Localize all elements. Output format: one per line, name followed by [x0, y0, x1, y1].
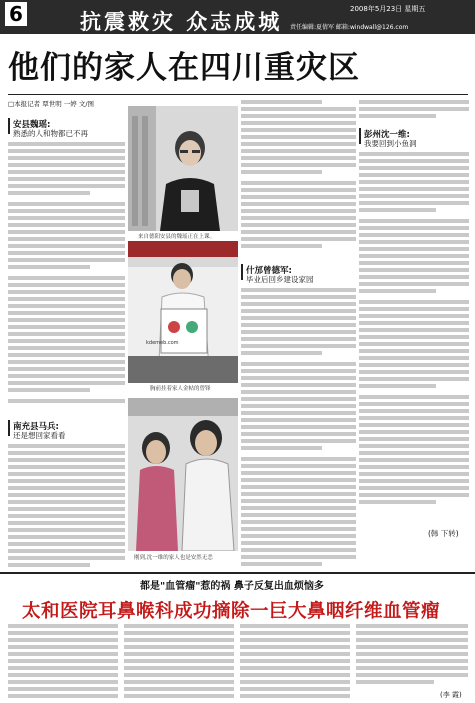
section-marker	[8, 118, 10, 134]
ad-divider	[0, 572, 475, 574]
text-block	[8, 444, 125, 569]
masthead-title: 抗震救灾 众志成城	[80, 9, 283, 34]
section-title-mabing: 南充县马兵:	[13, 422, 59, 432]
text-block	[240, 624, 350, 702]
section-title-shenyiwei: 彭州沈一维:	[364, 130, 410, 140]
photo-weiyao	[128, 106, 238, 231]
section-marker	[241, 264, 243, 280]
photo-shenyiwei	[128, 398, 238, 551]
photo-zengfeng	[128, 241, 238, 383]
masthead-staff-info: 责任编辑:夏倩军 邮箱:windwall@126.com	[290, 24, 409, 31]
masthead-date	[350, 4, 425, 14]
photo-caption-zengfeng: 胸前挂着家人金帖的曾锋	[150, 386, 211, 392]
text-block	[359, 100, 469, 126]
section-title-weiyao: 安县魏瑶:	[13, 120, 51, 130]
section-marker	[8, 420, 10, 436]
text-block	[124, 624, 234, 702]
text-block	[8, 624, 118, 702]
section-title-zengdejun: 什邡曾德军:	[246, 266, 292, 276]
photo-caption-weiyao: 来自德阳安县的魏瑶正在上课。	[138, 234, 216, 240]
article-headline: 他们的家人在四川重灾区	[8, 50, 360, 86]
article-byline: □本报记者 覃世明 一婷 文/图	[8, 100, 95, 108]
masthead-weekday: 星期五	[404, 5, 426, 13]
headline-rule	[8, 94, 468, 95]
section-marker	[359, 128, 361, 144]
text-block	[241, 288, 356, 568]
text-block	[8, 142, 125, 404]
ad-headline: 太和医院耳鼻喉科成功摘除一巨大鼻咽纤维血管瘤	[22, 601, 441, 622]
continued-note: (韩 下转)	[428, 529, 459, 538]
masthead-date-text: 2008年5月23日	[350, 5, 403, 13]
section-subtitle-weiyao: 熟悉的人和物都已不再	[13, 129, 88, 138]
text-block	[241, 100, 356, 260]
text-block	[356, 624, 468, 690]
photo-caption-shenyiwei: 刚到,沈一维的家人也是安然无恙	[134, 555, 213, 561]
ad-topline: 都是"血管瘤"惹的祸 鼻子反复出血烦恼多	[140, 581, 324, 592]
photo-badge: kdemeb.com	[146, 340, 179, 346]
text-block	[359, 152, 469, 527]
page-number: 6	[5, 2, 27, 26]
ad-author: (李 霞)	[440, 691, 462, 699]
section-subtitle-shenyiwei: 我要回到小鱼洞	[364, 139, 417, 148]
section-subtitle-mabing: 还是想回家看看	[13, 431, 66, 440]
section-subtitle-zengdejun: 毕业后回乡建设家园	[246, 275, 314, 284]
